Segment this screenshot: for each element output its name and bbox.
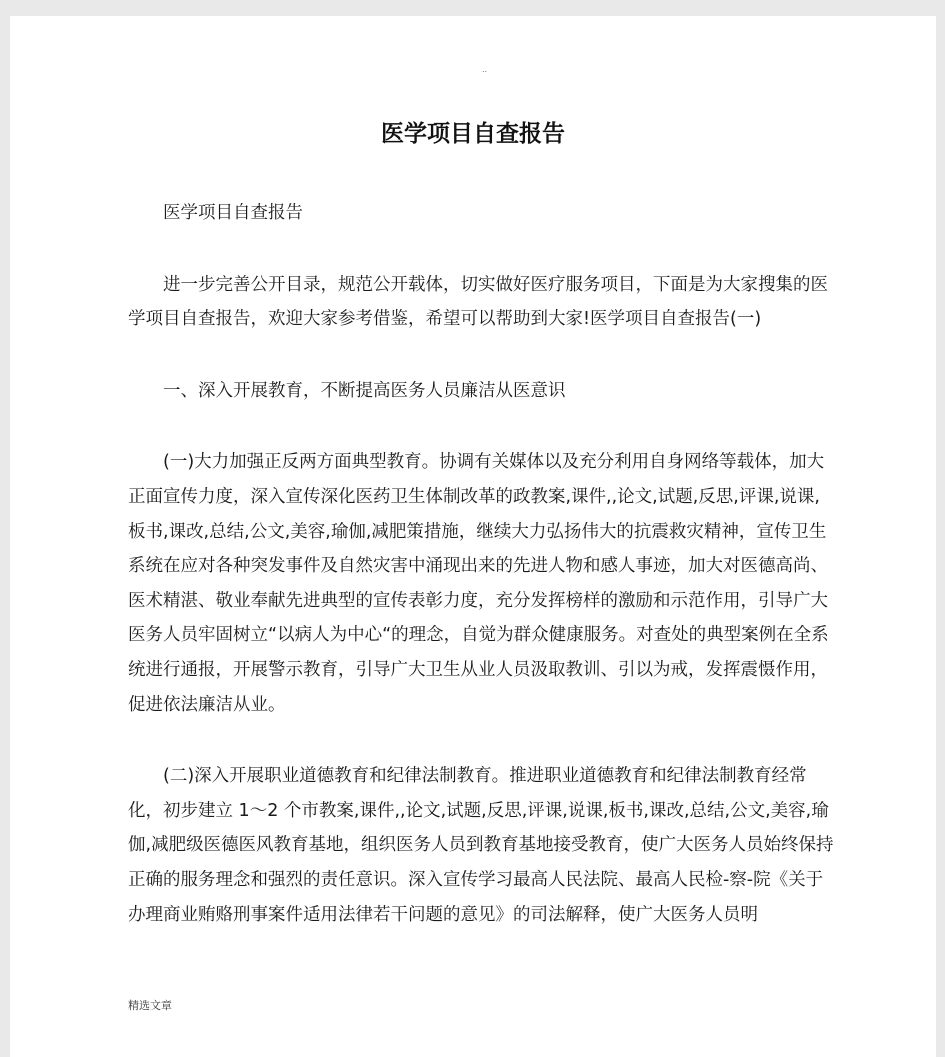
header-mark: ..: [482, 65, 488, 74]
document-title: 医学项目自查报告: [381, 121, 565, 147]
paragraph-item-2: (二)深入开展职业道德教育和纪律法制教育。推进职业道德教育和纪律法制教育经常化，初步建立 1～2 个市教案,课件,,论文,试题,反思,评课,说课,板书,课改,总结,公文,美容,瑜伽,减肥级医德医风教育基地，组织医务人员到教育基地接受教育，使广大医务人员始终保持正确的服务理念和强烈的责任意识。深入宣传学习最高人民法院、最高人民检-察-院《关于办理商业贿赂刑事案件适用法律若干问题的意见》的司法解释，使广大医务人员明: [128, 766, 834, 925]
paragraph-intro: 进一步完善公开目录，规范公开载体，切实做好医疗服务项目，下面是为大家搜集的医学项目自查报告，欢迎大家参考借鉴，希望可以帮助到大家!医学项目自查报告(一): [128, 274, 828, 330]
document-page: [10, 16, 936, 1057]
footer-label: 精选文章: [128, 999, 172, 1012]
paragraph-subtitle: 医学项目自查报告: [163, 203, 303, 223]
paragraph-item-1: (一)大力加强正反两方面典型教育。协调有关媒体以及充分利用自身网络等载体，加大正面宣传力度，深入宣传深化医药卫生体制改革的政教案,课件,,论文,试题,反思,评课,说课,板书,课改,总结,公文,美容,瑜伽,减肥策措施，继续大力弘扬伟大的抗震救灾精神，宣传卫生系统在应对各种突发事件及自然灾害中涌现出来的先进人物和感人事迹，加大对医德高尚、医术精湛、敬业奉献先进典型的宣传表彰力度，充分发挥榜样的激励和示范作用，引导广大医务人员牢固树立“以病人为中心“的理念，自觉为群众健康服务。对查处的典型案例在全系统进行通报，开展警示教育，引导广大卫生从业人员汲取教训、引以为戒，发挥震慑作用，促进依法廉洁从业。: [128, 452, 829, 715]
document-body: [128, 196, 834, 969]
paragraph-section-heading: 一、深入开展教育，不断提高医务人员廉洁从医意识: [163, 380, 566, 401]
